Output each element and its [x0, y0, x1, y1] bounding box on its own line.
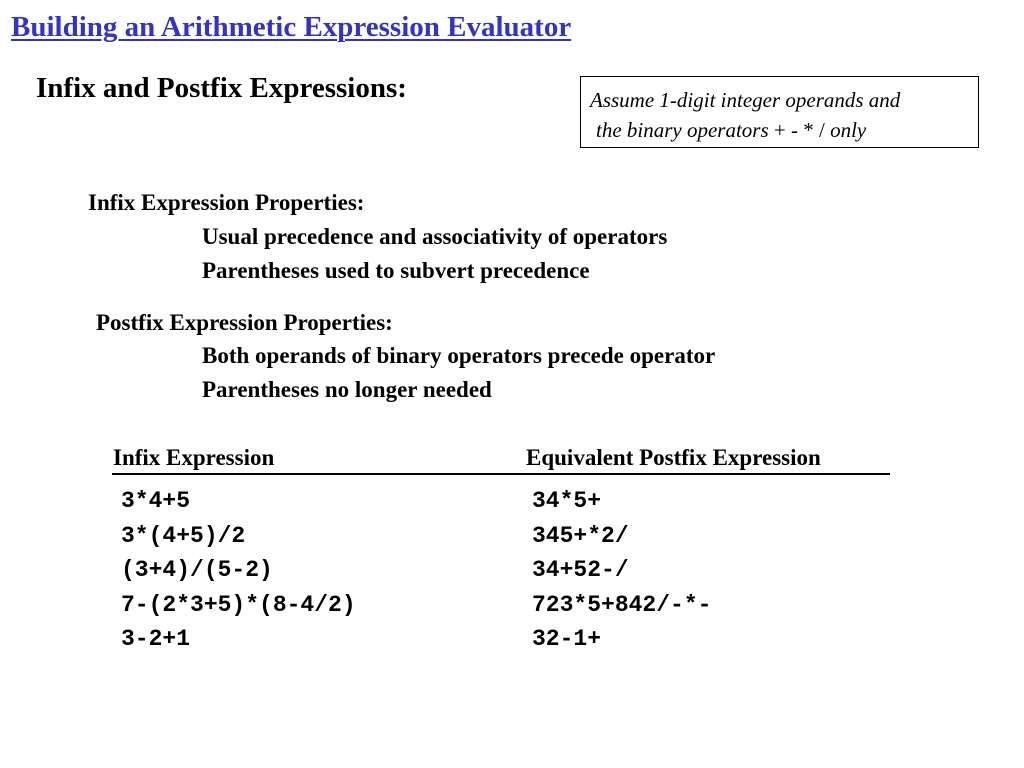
table-row — [0, 484, 1024, 519]
infix-property-item: Parentheses used to subvert precedence — [202, 258, 590, 283]
infix-column-header: Infix Expression — [113, 445, 275, 470]
infix-expression: 3*(4+5)/2 — [121, 522, 246, 549]
table-row — [0, 519, 1024, 554]
section-heading: Infix and Postfix Expressions: — [36, 72, 407, 104]
postfix-column-header: Equivalent Postfix Expression — [526, 445, 821, 470]
note-operators: + - * / — [773, 118, 825, 142]
infix-property-item: Usual precedence and associativity of operators — [202, 224, 668, 249]
postfix-expression: 32-1+ — [532, 626, 602, 652]
note-line-2 — [590, 115, 978, 145]
note-line-2-prefix: the binary operators — [596, 118, 774, 142]
postfix-expression: 34+52-/ — [532, 557, 629, 583]
postfix-expression: 34*5+ — [532, 488, 602, 514]
infix-expression: (3+4)/(5-2) — [121, 557, 273, 583]
note-line-1: Assume 1-digit integer operands and — [590, 88, 901, 112]
infix-expression: 7-(2*3+5)*(8-4/2) — [121, 591, 356, 618]
expression-table-header — [112, 443, 890, 475]
postfix-property-item: Parentheses no longer needed — [202, 377, 492, 402]
assumption-note-box — [580, 76, 979, 148]
table-row — [0, 553, 1024, 588]
infix-expression: 3-2+1 — [121, 626, 191, 652]
infix-expression: 3*4+5 — [121, 488, 191, 514]
postfix-expression: 723*5+842/-*- — [532, 591, 712, 618]
infix-properties-heading: Infix Expression Properties: — [88, 190, 365, 215]
postfix-properties-heading: Postfix Expression Properties: — [96, 310, 393, 335]
slide-title: Building an Arithmetic Expression Evaluator — [11, 11, 572, 43]
postfix-property-item: Both operands of binary operators precede operator — [202, 343, 716, 368]
expression-table-body — [0, 484, 1024, 657]
table-row — [0, 622, 1024, 657]
postfix-expression: 345+*2/ — [532, 522, 629, 549]
table-row — [0, 588, 1024, 623]
note-line-2-suffix: only — [824, 118, 867, 142]
